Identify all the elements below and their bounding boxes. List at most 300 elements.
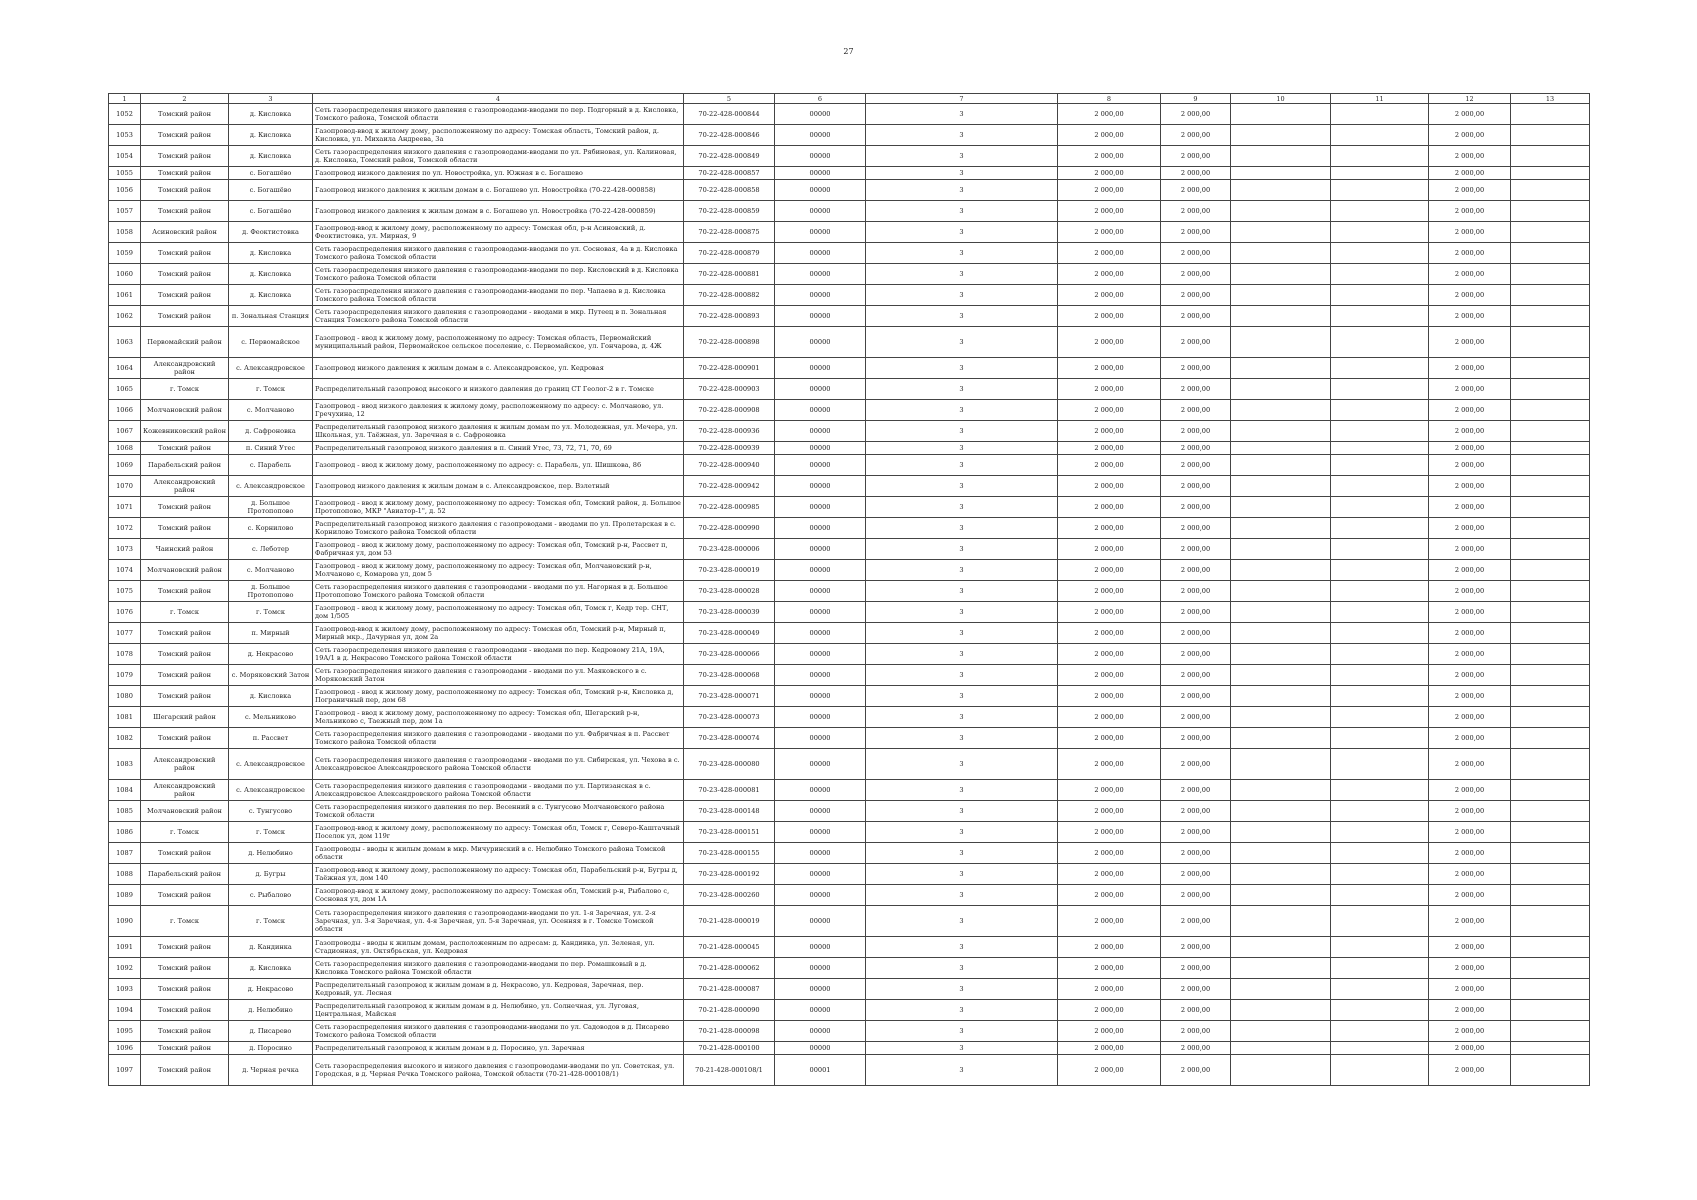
district: Томский район bbox=[141, 1021, 229, 1042]
object-description: Газопровод-ввод к жилому дому, расположенному по адресу: Томская обл, р-н Асиновский, д. Феоктистовка, ул. Мирная, 9 bbox=[313, 222, 684, 243]
settlement: п. Мирный bbox=[229, 623, 313, 644]
settlement: д. Черная речка bbox=[229, 1055, 313, 1086]
table-row bbox=[109, 497, 1590, 518]
table-row bbox=[109, 264, 1590, 285]
district: Томский район bbox=[141, 167, 229, 180]
cadastral-number: 70-22-428-000939 bbox=[684, 442, 775, 455]
row-number: 1053 bbox=[109, 125, 141, 146]
code: 00000 bbox=[775, 379, 866, 400]
value-col-13 bbox=[1511, 476, 1590, 497]
cadastral-number: 70-22-428-000881 bbox=[684, 264, 775, 285]
district: Томский район bbox=[141, 306, 229, 327]
value-col-13 bbox=[1511, 822, 1590, 843]
object-description: Сеть газораспределения низкого давления с газопроводами - вводами по ул. Сибирская, ул. Чехова в с. Александровское Александровского района Томской области bbox=[313, 749, 684, 780]
value-col-11 bbox=[1331, 665, 1429, 686]
value-col-12: 2 000,00 bbox=[1429, 539, 1511, 560]
column-7-value: 3 bbox=[866, 167, 1058, 180]
row-number: 1082 bbox=[109, 728, 141, 749]
cadastral-number: 70-23-428-000071 bbox=[684, 686, 775, 707]
value-col-10 bbox=[1231, 1042, 1331, 1055]
row-number: 1090 bbox=[109, 906, 141, 937]
value-col-12: 2 000,00 bbox=[1429, 400, 1511, 421]
value-col-11 bbox=[1331, 686, 1429, 707]
table-row bbox=[109, 358, 1590, 379]
value-col-12: 2 000,00 bbox=[1429, 1042, 1511, 1055]
value-col-8: 2 000,00 bbox=[1058, 379, 1161, 400]
settlement: г. Томск bbox=[229, 822, 313, 843]
value-col-12: 2 000,00 bbox=[1429, 864, 1511, 885]
value-col-9: 2 000,00 bbox=[1161, 264, 1231, 285]
object-description: Газопровод - ввод к жилому дому, расположенному по адресу: Томская обл, Томский р-н, Кисловка д, Пограничный пер, дом 68 bbox=[313, 686, 684, 707]
object-description: Распределительный газопровод к жилым домам в д. Нелюбино, ул. Солнечная, ул. Луговая, Центральная, Майская bbox=[313, 1000, 684, 1021]
value-col-8: 2 000,00 bbox=[1058, 780, 1161, 801]
row-number: 1063 bbox=[109, 327, 141, 358]
object-description: Сеть газораспределения низкого давления с газопроводами - вводами по ул. Фабричная в п. Рассвет Томского района Томской области bbox=[313, 728, 684, 749]
value-col-13 bbox=[1511, 864, 1590, 885]
object-description: Газопровод-ввод к жилому дому, расположенному по адресу: Томская обл, Томский р-н, Рыбалово с, Сосновая ул, дом 1А bbox=[313, 885, 684, 906]
value-col-13 bbox=[1511, 707, 1590, 728]
row-number: 1071 bbox=[109, 497, 141, 518]
cadastral-number: 70-23-428-000068 bbox=[684, 665, 775, 686]
cadastral-number: 70-21-428-000108/1 bbox=[684, 1055, 775, 1086]
column-7-value: 3 bbox=[866, 560, 1058, 581]
value-col-9: 2 000,00 bbox=[1161, 104, 1231, 125]
district: Томский район bbox=[141, 623, 229, 644]
value-col-9: 2 000,00 bbox=[1161, 358, 1231, 379]
table-row bbox=[109, 623, 1590, 644]
cadastral-number: 70-22-428-000859 bbox=[684, 201, 775, 222]
column-7-value: 3 bbox=[866, 327, 1058, 358]
value-col-13 bbox=[1511, 400, 1590, 421]
table-row bbox=[109, 222, 1590, 243]
value-col-13 bbox=[1511, 560, 1590, 581]
column-header: 10 bbox=[1231, 94, 1331, 104]
settlement: д. Кисловка bbox=[229, 104, 313, 125]
code: 00000 bbox=[775, 285, 866, 306]
district: Асиновский район bbox=[141, 222, 229, 243]
value-col-10 bbox=[1231, 421, 1331, 442]
value-col-13 bbox=[1511, 602, 1590, 623]
value-col-10 bbox=[1231, 843, 1331, 864]
cadastral-number: 70-22-428-000858 bbox=[684, 180, 775, 201]
value-col-8: 2 000,00 bbox=[1058, 264, 1161, 285]
value-col-8: 2 000,00 bbox=[1058, 1042, 1161, 1055]
value-col-12: 2 000,00 bbox=[1429, 421, 1511, 442]
value-col-8: 2 000,00 bbox=[1058, 180, 1161, 201]
code: 00000 bbox=[775, 146, 866, 167]
value-col-12: 2 000,00 bbox=[1429, 780, 1511, 801]
code: 00000 bbox=[775, 104, 866, 125]
code: 00000 bbox=[775, 243, 866, 264]
column-header: 8 bbox=[1058, 94, 1161, 104]
code: 00000 bbox=[775, 749, 866, 780]
cadastral-number: 70-21-428-000019 bbox=[684, 906, 775, 937]
table-row bbox=[109, 180, 1590, 201]
district: Томский район bbox=[141, 201, 229, 222]
value-col-12: 2 000,00 bbox=[1429, 581, 1511, 602]
value-col-12: 2 000,00 bbox=[1429, 707, 1511, 728]
column-header: 12 bbox=[1429, 94, 1511, 104]
value-col-11 bbox=[1331, 1055, 1429, 1086]
value-col-10 bbox=[1231, 937, 1331, 958]
value-col-12: 2 000,00 bbox=[1429, 379, 1511, 400]
value-col-12: 2 000,00 bbox=[1429, 749, 1511, 780]
column-7-value: 3 bbox=[866, 581, 1058, 602]
value-col-11 bbox=[1331, 167, 1429, 180]
value-col-10 bbox=[1231, 1000, 1331, 1021]
settlement: д. Кандинка bbox=[229, 937, 313, 958]
district: Томский район bbox=[141, 497, 229, 518]
district: Шегарский район bbox=[141, 707, 229, 728]
object-description: Распределительный газопровод к жилым домам в д. Некрасово, ул. Кедровая, Заречная, пер. Кедровый, ул. Лесная bbox=[313, 979, 684, 1000]
table-row bbox=[109, 801, 1590, 822]
row-number: 1061 bbox=[109, 285, 141, 306]
district: Александровский район bbox=[141, 358, 229, 379]
settlement: д. Кисловка bbox=[229, 285, 313, 306]
settlement: с. Богашёво bbox=[229, 167, 313, 180]
column-7-value: 3 bbox=[866, 497, 1058, 518]
district: Томский район bbox=[141, 243, 229, 264]
value-col-8: 2 000,00 bbox=[1058, 581, 1161, 602]
row-number: 1080 bbox=[109, 686, 141, 707]
column-header: 13 bbox=[1511, 94, 1590, 104]
object-description: Сеть газораспределения низкого давления с газопроводами-вводами по ул. 1-я Заречная, ул. 2-я Заречная, ул. 3-я Заречная, ул. 4-я Заречная, ул. 5-я Заречная, ул. Осенняя в г. Томске Томской области bbox=[313, 906, 684, 937]
object-description: Газопровод - ввод к жилому дому, расположенному по адресу: Томская область, Первомайский муниципальный район, Первомайское сельское поселение, с. Первомайское, ул. Гончарова, д. 4Ж bbox=[313, 327, 684, 358]
value-col-13 bbox=[1511, 455, 1590, 476]
cadastral-number: 70-21-428-000098 bbox=[684, 1021, 775, 1042]
cadastral-number: 70-22-428-000846 bbox=[684, 125, 775, 146]
settlement: д. Кисловка bbox=[229, 146, 313, 167]
value-col-11 bbox=[1331, 707, 1429, 728]
value-col-9: 2 000,00 bbox=[1161, 243, 1231, 264]
value-col-10 bbox=[1231, 958, 1331, 979]
code: 00000 bbox=[775, 497, 866, 518]
column-7-value: 3 bbox=[866, 306, 1058, 327]
value-col-10 bbox=[1231, 104, 1331, 125]
district: Молчановский район bbox=[141, 560, 229, 581]
value-col-11 bbox=[1331, 104, 1429, 125]
code: 00000 bbox=[775, 264, 866, 285]
value-col-13 bbox=[1511, 358, 1590, 379]
column-7-value: 3 bbox=[866, 979, 1058, 1000]
table-row bbox=[109, 560, 1590, 581]
value-col-13 bbox=[1511, 937, 1590, 958]
value-col-12: 2 000,00 bbox=[1429, 1055, 1511, 1086]
table-row bbox=[109, 906, 1590, 937]
value-col-8: 2 000,00 bbox=[1058, 306, 1161, 327]
table-row bbox=[109, 958, 1590, 979]
value-col-9: 2 000,00 bbox=[1161, 644, 1231, 665]
district: Томский район bbox=[141, 644, 229, 665]
value-col-9: 2 000,00 bbox=[1161, 581, 1231, 602]
column-header: 5 bbox=[684, 94, 775, 104]
object-description: Газопровод-ввод к жилому дому, расположенному по адресу: Томская обл, Томск г, Северо-Каштачный Поселок ул, дом 119г bbox=[313, 822, 684, 843]
value-col-8: 2 000,00 bbox=[1058, 358, 1161, 379]
column-7-value: 3 bbox=[866, 906, 1058, 937]
table-row bbox=[109, 602, 1590, 623]
table-row bbox=[109, 1055, 1590, 1086]
code: 00000 bbox=[775, 728, 866, 749]
settlement: с. Рыбалово bbox=[229, 885, 313, 906]
value-col-9: 2 000,00 bbox=[1161, 222, 1231, 243]
value-col-11 bbox=[1331, 180, 1429, 201]
column-7-value: 3 bbox=[866, 146, 1058, 167]
row-number: 1085 bbox=[109, 801, 141, 822]
value-col-10 bbox=[1231, 728, 1331, 749]
object-description: Газопровод - ввод к жилому дому, расположенному по адресу: Томская обл, Молчановский р-н, Молчаново с, Комарова ул, дом 5 bbox=[313, 560, 684, 581]
value-col-8: 2 000,00 bbox=[1058, 285, 1161, 306]
value-col-8: 2 000,00 bbox=[1058, 937, 1161, 958]
cadastral-number: 70-22-428-000940 bbox=[684, 455, 775, 476]
value-col-8: 2 000,00 bbox=[1058, 623, 1161, 644]
settlement: д. Некрасово bbox=[229, 979, 313, 1000]
value-col-13 bbox=[1511, 686, 1590, 707]
row-number: 1089 bbox=[109, 885, 141, 906]
table-row bbox=[109, 539, 1590, 560]
value-col-11 bbox=[1331, 864, 1429, 885]
value-col-9: 2 000,00 bbox=[1161, 1000, 1231, 1021]
column-7-value: 3 bbox=[866, 180, 1058, 201]
code: 00000 bbox=[775, 327, 866, 358]
value-col-10 bbox=[1231, 285, 1331, 306]
cadastral-number: 70-22-428-000936 bbox=[684, 421, 775, 442]
district: Томский район bbox=[141, 1042, 229, 1055]
value-col-9: 2 000,00 bbox=[1161, 958, 1231, 979]
cadastral-number: 70-22-428-000942 bbox=[684, 476, 775, 497]
value-col-12: 2 000,00 bbox=[1429, 104, 1511, 125]
object-description: Сеть газораспределения низкого давления с газопроводами-вводами по пер. Подгорный в д. Кисловка, Томского района, Томской области bbox=[313, 104, 684, 125]
value-col-10 bbox=[1231, 358, 1331, 379]
value-col-8: 2 000,00 bbox=[1058, 665, 1161, 686]
table-row bbox=[109, 476, 1590, 497]
value-col-10 bbox=[1231, 455, 1331, 476]
value-col-13 bbox=[1511, 749, 1590, 780]
cadastral-number: 70-22-428-000879 bbox=[684, 243, 775, 264]
district: Александровский район bbox=[141, 749, 229, 780]
table-row bbox=[109, 665, 1590, 686]
district: Кожевниковский район bbox=[141, 421, 229, 442]
table-row bbox=[109, 686, 1590, 707]
value-col-10 bbox=[1231, 644, 1331, 665]
value-col-10 bbox=[1231, 560, 1331, 581]
column-7-value: 3 bbox=[866, 243, 1058, 264]
value-col-12: 2 000,00 bbox=[1429, 906, 1511, 937]
value-col-9: 2 000,00 bbox=[1161, 749, 1231, 780]
settlement: д. Кисловка bbox=[229, 958, 313, 979]
value-col-13 bbox=[1511, 581, 1590, 602]
value-col-11 bbox=[1331, 421, 1429, 442]
row-number: 1058 bbox=[109, 222, 141, 243]
column-7-value: 3 bbox=[866, 222, 1058, 243]
column-7-value: 3 bbox=[866, 379, 1058, 400]
value-col-10 bbox=[1231, 518, 1331, 539]
value-col-10 bbox=[1231, 822, 1331, 843]
table-row bbox=[109, 518, 1590, 539]
value-col-8: 2 000,00 bbox=[1058, 686, 1161, 707]
value-col-12: 2 000,00 bbox=[1429, 222, 1511, 243]
settlement: д. Некрасово bbox=[229, 644, 313, 665]
value-col-13 bbox=[1511, 780, 1590, 801]
cadastral-number: 70-23-428-000039 bbox=[684, 602, 775, 623]
value-col-10 bbox=[1231, 1055, 1331, 1086]
table-row bbox=[109, 1000, 1590, 1021]
value-col-12: 2 000,00 bbox=[1429, 728, 1511, 749]
value-col-11 bbox=[1331, 539, 1429, 560]
column-7-value: 3 bbox=[866, 801, 1058, 822]
value-col-10 bbox=[1231, 602, 1331, 623]
value-col-13 bbox=[1511, 421, 1590, 442]
row-number: 1070 bbox=[109, 476, 141, 497]
settlement: д. Поросино bbox=[229, 1042, 313, 1055]
value-col-8: 2 000,00 bbox=[1058, 125, 1161, 146]
district: Томский район bbox=[141, 1055, 229, 1086]
table-row bbox=[109, 146, 1590, 167]
district: Томский район bbox=[141, 686, 229, 707]
object-description: Сеть газораспределения низкого давления с газопроводами-вводами по ул. Рябиновая, ул. Калиновая, д. Кисловка, Томский район, Томской области bbox=[313, 146, 684, 167]
value-col-11 bbox=[1331, 644, 1429, 665]
value-col-13 bbox=[1511, 801, 1590, 822]
registry-table bbox=[108, 93, 1590, 1086]
district: Томский район bbox=[141, 180, 229, 201]
table-row bbox=[109, 843, 1590, 864]
cadastral-number: 70-23-428-000080 bbox=[684, 749, 775, 780]
settlement: п. Рассвет bbox=[229, 728, 313, 749]
cadastral-number: 70-22-428-000985 bbox=[684, 497, 775, 518]
value-col-12: 2 000,00 bbox=[1429, 167, 1511, 180]
value-col-10 bbox=[1231, 379, 1331, 400]
district: Томский район bbox=[141, 885, 229, 906]
value-col-10 bbox=[1231, 146, 1331, 167]
column-7-value: 3 bbox=[866, 421, 1058, 442]
value-col-9: 2 000,00 bbox=[1161, 400, 1231, 421]
column-7-value: 3 bbox=[866, 476, 1058, 497]
table-row bbox=[109, 442, 1590, 455]
table-row bbox=[109, 400, 1590, 421]
district: Томский район bbox=[141, 843, 229, 864]
value-col-8: 2 000,00 bbox=[1058, 749, 1161, 780]
row-number: 1084 bbox=[109, 780, 141, 801]
value-col-11 bbox=[1331, 222, 1429, 243]
value-col-11 bbox=[1331, 1042, 1429, 1055]
value-col-11 bbox=[1331, 201, 1429, 222]
value-col-11 bbox=[1331, 560, 1429, 581]
cadastral-number: 70-21-428-000100 bbox=[684, 1042, 775, 1055]
table-row bbox=[109, 581, 1590, 602]
table-row bbox=[109, 749, 1590, 780]
value-col-10 bbox=[1231, 906, 1331, 937]
cadastral-number: 70-23-428-000074 bbox=[684, 728, 775, 749]
settlement: с. Моряковский Затон bbox=[229, 665, 313, 686]
value-col-9: 2 000,00 bbox=[1161, 885, 1231, 906]
column-7-value: 3 bbox=[866, 442, 1058, 455]
row-number: 1069 bbox=[109, 455, 141, 476]
cadastral-number: 70-23-428-000049 bbox=[684, 623, 775, 644]
table-row bbox=[109, 104, 1590, 125]
cadastral-number: 70-23-428-000066 bbox=[684, 644, 775, 665]
value-col-8: 2 000,00 bbox=[1058, 243, 1161, 264]
value-col-13 bbox=[1511, 728, 1590, 749]
settlement: с. Корнилово bbox=[229, 518, 313, 539]
page-number: 27 bbox=[843, 47, 854, 56]
value-col-10 bbox=[1231, 749, 1331, 780]
value-col-9: 2 000,00 bbox=[1161, 728, 1231, 749]
value-col-10 bbox=[1231, 222, 1331, 243]
value-col-13 bbox=[1511, 665, 1590, 686]
value-col-8: 2 000,00 bbox=[1058, 518, 1161, 539]
code: 00000 bbox=[775, 937, 866, 958]
code: 00000 bbox=[775, 906, 866, 937]
cadastral-number: 70-22-428-000908 bbox=[684, 400, 775, 421]
object-description: Сеть газораспределения низкого давления с газопроводами - вводами по ул. Нагорная в д. Большое Протопопово Томского района Томской области bbox=[313, 581, 684, 602]
code: 00000 bbox=[775, 864, 866, 885]
code: 00000 bbox=[775, 306, 866, 327]
table-row bbox=[109, 728, 1590, 749]
value-col-10 bbox=[1231, 476, 1331, 497]
row-number: 1077 bbox=[109, 623, 141, 644]
cadastral-number: 70-21-428-000087 bbox=[684, 979, 775, 1000]
settlement: с. Леботер bbox=[229, 539, 313, 560]
value-col-9: 2 000,00 bbox=[1161, 1042, 1231, 1055]
district: Молчановский район bbox=[141, 400, 229, 421]
value-col-13 bbox=[1511, 1055, 1590, 1086]
column-7-value: 3 bbox=[866, 749, 1058, 780]
row-number: 1067 bbox=[109, 421, 141, 442]
value-col-11 bbox=[1331, 146, 1429, 167]
table-row bbox=[109, 455, 1590, 476]
value-col-11 bbox=[1331, 476, 1429, 497]
cadastral-number: 70-22-428-000857 bbox=[684, 167, 775, 180]
column-7-value: 3 bbox=[866, 125, 1058, 146]
value-col-10 bbox=[1231, 497, 1331, 518]
value-col-10 bbox=[1231, 864, 1331, 885]
table-row bbox=[109, 243, 1590, 264]
column-7-value: 3 bbox=[866, 358, 1058, 379]
value-col-13 bbox=[1511, 104, 1590, 125]
value-col-13 bbox=[1511, 1000, 1590, 1021]
value-col-9: 2 000,00 bbox=[1161, 780, 1231, 801]
value-col-8: 2 000,00 bbox=[1058, 201, 1161, 222]
code: 00000 bbox=[775, 843, 866, 864]
value-col-8: 2 000,00 bbox=[1058, 1021, 1161, 1042]
value-col-11 bbox=[1331, 958, 1429, 979]
row-number: 1060 bbox=[109, 264, 141, 285]
row-number: 1073 bbox=[109, 539, 141, 560]
value-col-12: 2 000,00 bbox=[1429, 665, 1511, 686]
value-col-13 bbox=[1511, 623, 1590, 644]
column-header: 1 bbox=[109, 94, 141, 104]
district: Первомайский район bbox=[141, 327, 229, 358]
value-col-10 bbox=[1231, 306, 1331, 327]
value-col-8: 2 000,00 bbox=[1058, 602, 1161, 623]
row-number: 1088 bbox=[109, 864, 141, 885]
value-col-9: 2 000,00 bbox=[1161, 1021, 1231, 1042]
row-number: 1086 bbox=[109, 822, 141, 843]
value-col-11 bbox=[1331, 358, 1429, 379]
value-col-9: 2 000,00 bbox=[1161, 539, 1231, 560]
object-description: Газопровод - ввод к жилому дому, расположенному по адресу: Томская обл, Томск г, Кедр тер. СНТ, дом 1/505 bbox=[313, 602, 684, 623]
value-col-10 bbox=[1231, 243, 1331, 264]
cadastral-number: 70-22-428-000849 bbox=[684, 146, 775, 167]
cadastral-number: 70-23-428-000081 bbox=[684, 780, 775, 801]
code: 00000 bbox=[775, 1042, 866, 1055]
column-7-value: 3 bbox=[866, 707, 1058, 728]
column-7-value: 3 bbox=[866, 644, 1058, 665]
object-description: Распределительный газопровод низкого давления с газопроводами - вводами по ул. Пролетарская в с. Корнилово Томского района Томской области bbox=[313, 518, 684, 539]
value-col-9: 2 000,00 bbox=[1161, 497, 1231, 518]
value-col-13 bbox=[1511, 306, 1590, 327]
code: 00000 bbox=[775, 602, 866, 623]
object-description: Сеть газораспределения низкого давления с газопроводами-вводами по пер. Чапаева в д. Кисловка Томского района Томской области bbox=[313, 285, 684, 306]
